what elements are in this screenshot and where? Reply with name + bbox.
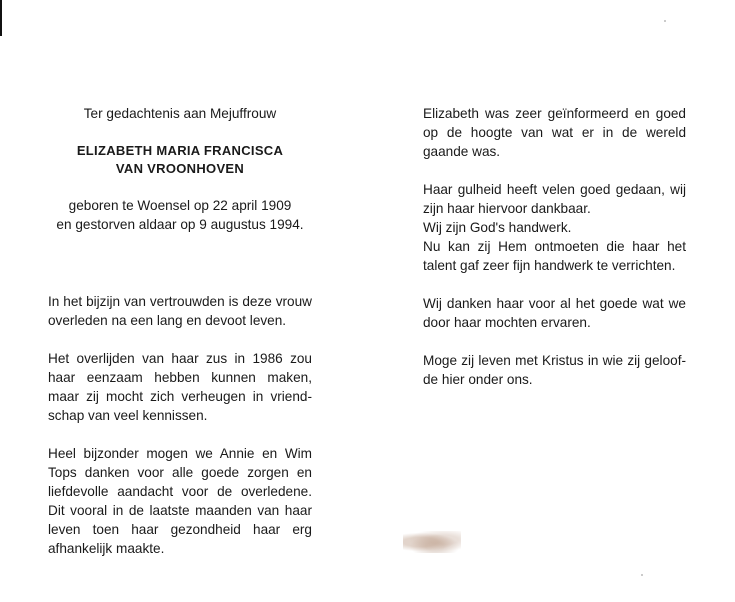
name-line-2: VAN VROONHOVEN <box>115 161 245 176</box>
scan-speck <box>664 20 666 22</box>
paragraph: Nu kan zij Hem ontmoeten die haar het talent gaf zeer fijn handwerk te verrichten. <box>423 239 686 273</box>
paragraph: Elizabeth was zeer geïnformeerd en goed op de hoogte van wat er in de wereld gaande was. <box>423 106 686 159</box>
paragraph: Het overlijden van haar zus in 1986 zou haar eenzaam hebben kunnen maken, maar zij mocht zich verheugen in vriend-schap van veel kennissen. <box>48 351 312 423</box>
intro-text: Ter gedachtenis aan Mejuffrouw <box>83 106 277 121</box>
paragraph: Moge zij leven met Kristus in wie zij geloof-de hier onder ons. <box>423 353 686 387</box>
deceased-name <box>48 142 312 178</box>
name-line-1: ELIZABETH MARIA FRANCISCA <box>76 143 284 158</box>
paragraph: Haar gulheid heeft velen goed gedaan, wij zijn haar hiervoor dankbaar. <box>423 182 686 216</box>
birth-line: geboren te Woensel op 22 april 1909 <box>68 198 292 213</box>
paragraph: Wij danken haar voor al het goede wat we door haar mochten ervaren. <box>423 296 686 330</box>
life-dates <box>48 196 312 234</box>
death-line: en gestorven aldaar op 9 augustus 1994. <box>56 217 304 232</box>
paper-stain <box>403 531 461 553</box>
right-column <box>423 104 686 389</box>
scan-edge-mark <box>0 0 2 36</box>
scan-speck <box>641 574 643 576</box>
paragraph: Wij zijn God's handwerk. <box>423 220 572 235</box>
paragraph: In het bijzijn van vertrouwden is deze vrouw overleden na een lang en devoot leven. <box>48 294 312 328</box>
left-column <box>48 104 312 558</box>
paragraph: Heel bijzonder mogen we Annie en Wim Tops danken voor alle goede zorgen en liefdevolle aandacht voor de overledene. Dit vooral in de laatste maanden van haar leven toen haar gezondheid haar erg afhankelijk maakte. <box>48 446 312 556</box>
